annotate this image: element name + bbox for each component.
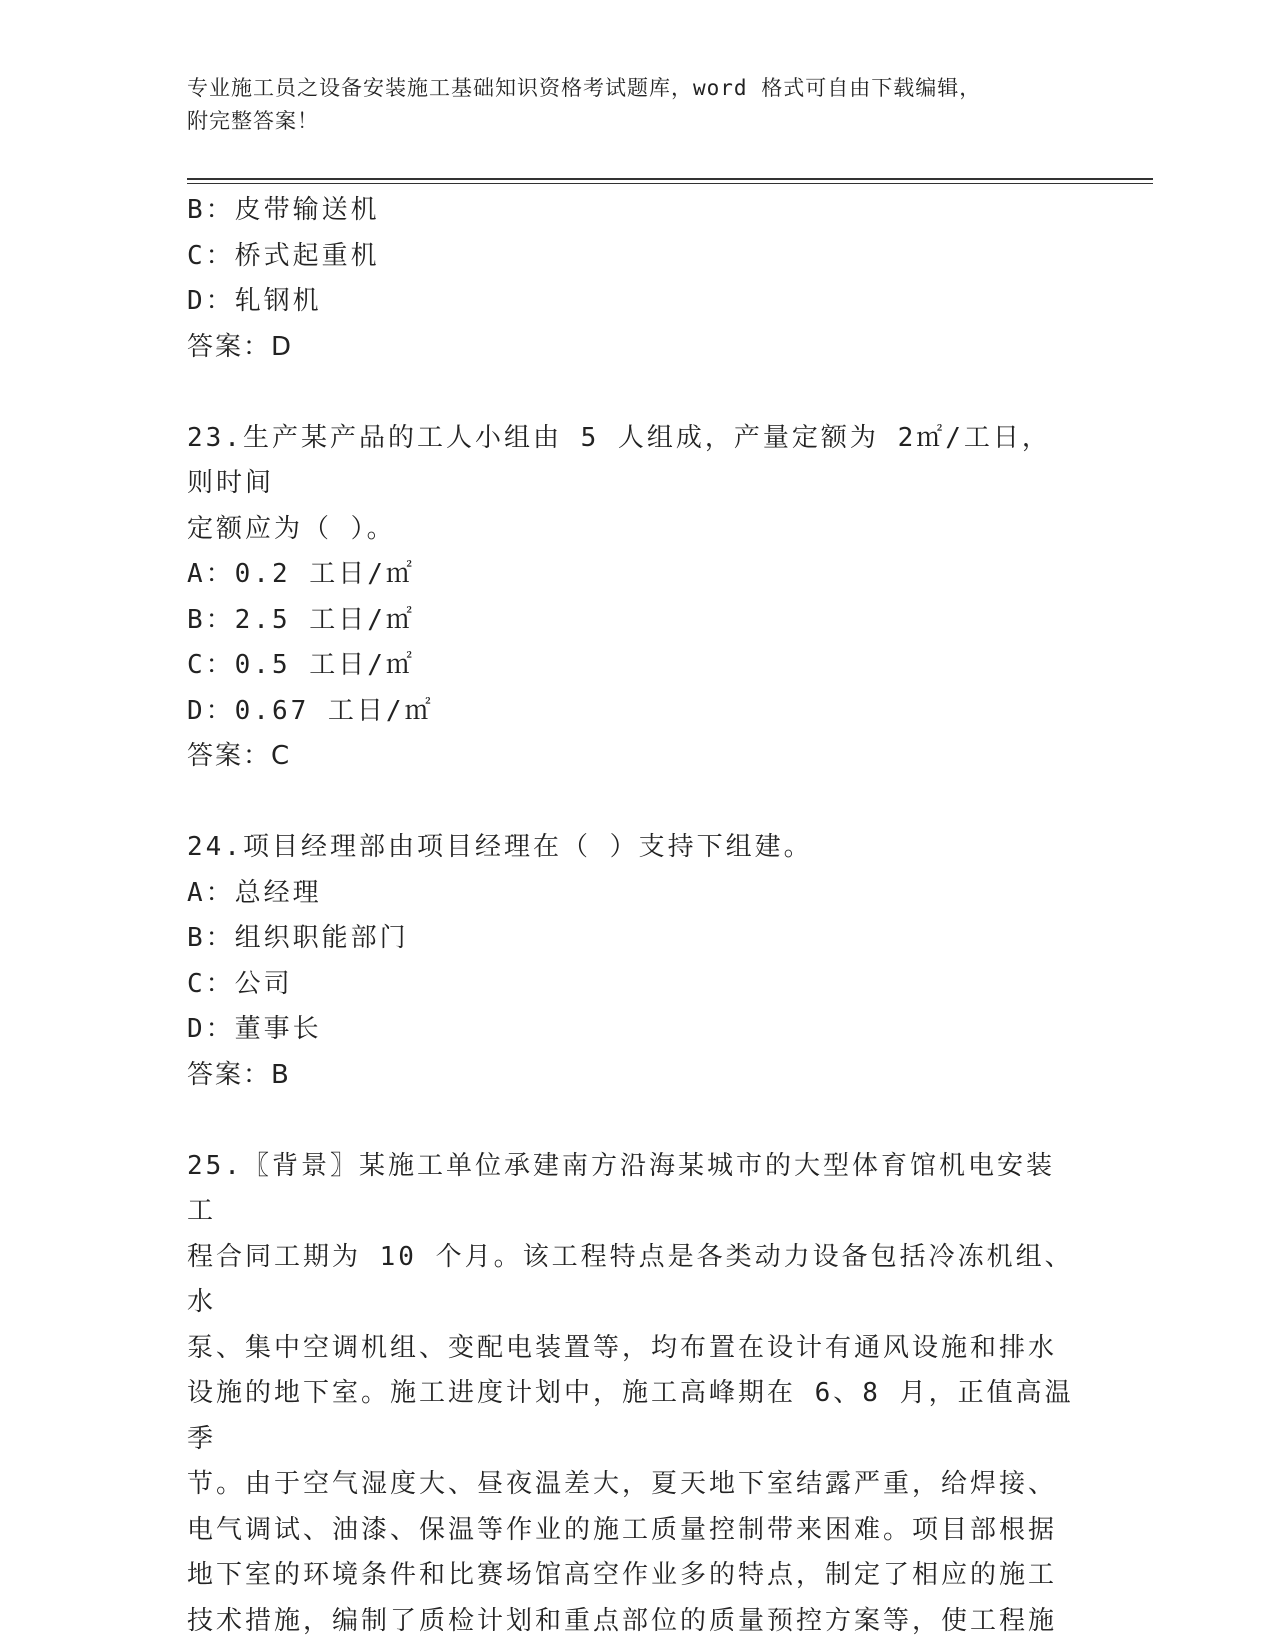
q24-option-c: C：公司 [187,968,293,999]
q25-line: 程合同工期为 10 个月。该工程特点是各类动力设备包括冷冻机组、水 [187,1241,1074,1317]
q25-line: 节。由于空气湿度大、昼夜温差大，夏天地下室结露严重，给焊接、 [187,1469,1058,1499]
q25-line: 电气调试、油漆、保温等作业的施工质量控制带来困难。项目部根据 [187,1514,1058,1545]
question-25 [187,1144,1077,1645]
q25-line: 地下室的环境条件和比赛场馆高空作业多的特点，制定了相应的施工 [187,1560,1058,1590]
document-body [187,188,1077,1644]
header-line-1: 专业施工员之设备安装施工基础知识资格考试题库，word 格式可自由下载编辑， [187,76,982,100]
question-23 [187,416,1077,780]
q24-option-d: D：董事长 [187,1014,322,1044]
q23-answer: 答案：C [187,741,292,771]
q24-option-b: B：组织职能部门 [187,923,409,953]
q24-stem-line-1: 24.项目经理部由项目经理在（ ）支持下组建。 [187,832,813,862]
question-24 [187,825,1077,1098]
q22-answer: 答案：D [187,331,294,362]
q23-stem-line-2: 定额应为（ ）。 [187,513,396,544]
q22-option-d: D：轧钢机 [187,286,322,316]
q23-stem-line-1: 23.生产某产品的工人小组由 5 人组成，产量定额为 2㎡/工日，则时间 [187,422,1051,498]
q23-option-c: C：0.5 工日/㎡ [187,650,415,680]
spacer [187,1098,1077,1144]
header-divider [187,178,1153,180]
q23-option-a: A：0.2 工日/㎡ [187,559,415,589]
q25-line: 技术措施，编制了质检计划和重点部位的质量预控方案等，使工程施 [187,1605,1058,1636]
q23-option-d: D：0.67 工日/㎡ [187,695,434,726]
q24-option-a: A：总经理 [187,877,322,908]
q23-option-b: B：2.5 工日/㎡ [187,604,415,635]
header-line-2: 附完整答案！ [187,109,319,133]
spacer [187,370,1077,416]
q22-option-b: B：皮带输送机 [187,195,380,225]
q25-line: 泵、集中空调机组、变配电装置等，均布置在设计有通风设施和排水 [187,1332,1058,1363]
q25-line: 25.〖背景〗某施工单位承建南方沿海某城市的大型体育馆机电安装工 [187,1150,1055,1226]
page-header [187,72,1067,138]
spacer [187,780,1077,826]
question-22 [187,188,1077,370]
q22-option-c: C：桥式起重机 [187,240,380,271]
q25-line: 设施的地下室。施工进度计划中，施工高峰期在 6、8 月，正值高温季 [187,1378,1074,1454]
q24-answer: 答案：B [187,1059,291,1090]
